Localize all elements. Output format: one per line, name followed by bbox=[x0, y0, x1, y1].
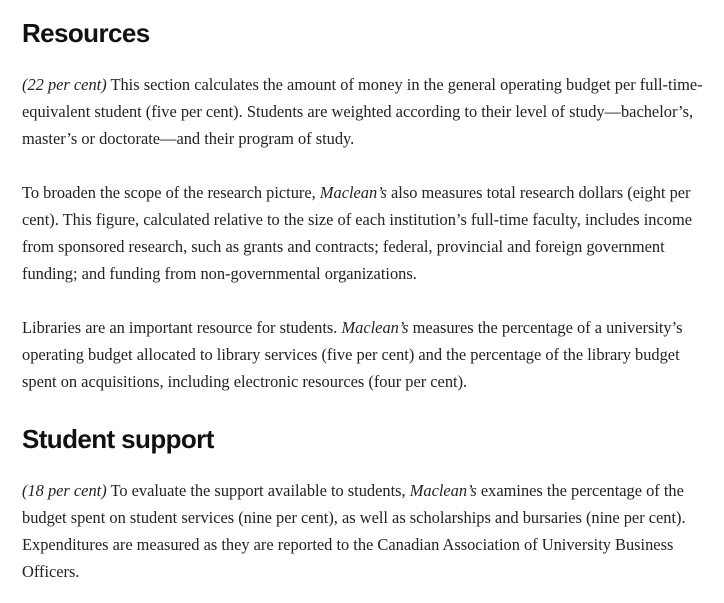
weight-label: (18 per cent) bbox=[22, 481, 107, 500]
magazine-name: Maclean’s bbox=[341, 318, 409, 337]
paragraph-text: This section calculates the amount of money in the general operating budget per full-time-equivalent student (five per cent). Students are weighted according to their level of study—bachelor’s, master’s or doctorate—and their program of study. bbox=[22, 75, 703, 148]
weight-label: (22 per cent) bbox=[22, 75, 107, 94]
paragraph-text: also measures total research dollars (eight per cent). This figure, calculated relative to the size of each institution’s full-time faculty, includes income from sponsored research, such as grants and contracts; federal, provincial and foreign government funding; and funding from non-governmental organizations. bbox=[22, 183, 692, 283]
paragraph-text: examines the percentage of the budget spent on student services (nine per cent), as well as scholarships and bursaries (nine per cent). Expenditures are measured as they are reported to the Canadian Association of University Business Officers. bbox=[22, 481, 686, 581]
magazine-name: Maclean’s bbox=[409, 481, 477, 500]
paragraph-text: Libraries are an important resource for students. bbox=[22, 318, 342, 337]
section-heading-resources: Resources bbox=[22, 18, 150, 48]
magazine-name: Maclean’s bbox=[319, 183, 387, 202]
paragraph-text: To broaden the scope of the research picture, bbox=[22, 183, 320, 202]
section-heading-student-support: Student support bbox=[22, 424, 214, 454]
paragraph-text: measures the percentage of a university’s operating budget allocated to library services (five per cent) and the percentage of the library budget spent on acquisitions, including electronic resources (four per cent). bbox=[22, 318, 683, 391]
resources-paragraph-2 bbox=[22, 179, 712, 287]
student-support-paragraph-1 bbox=[22, 477, 712, 585]
paragraph-text: To evaluate the support available to students, bbox=[106, 481, 410, 500]
resources-paragraph-3 bbox=[22, 314, 712, 395]
resources-paragraph-1 bbox=[22, 71, 712, 152]
